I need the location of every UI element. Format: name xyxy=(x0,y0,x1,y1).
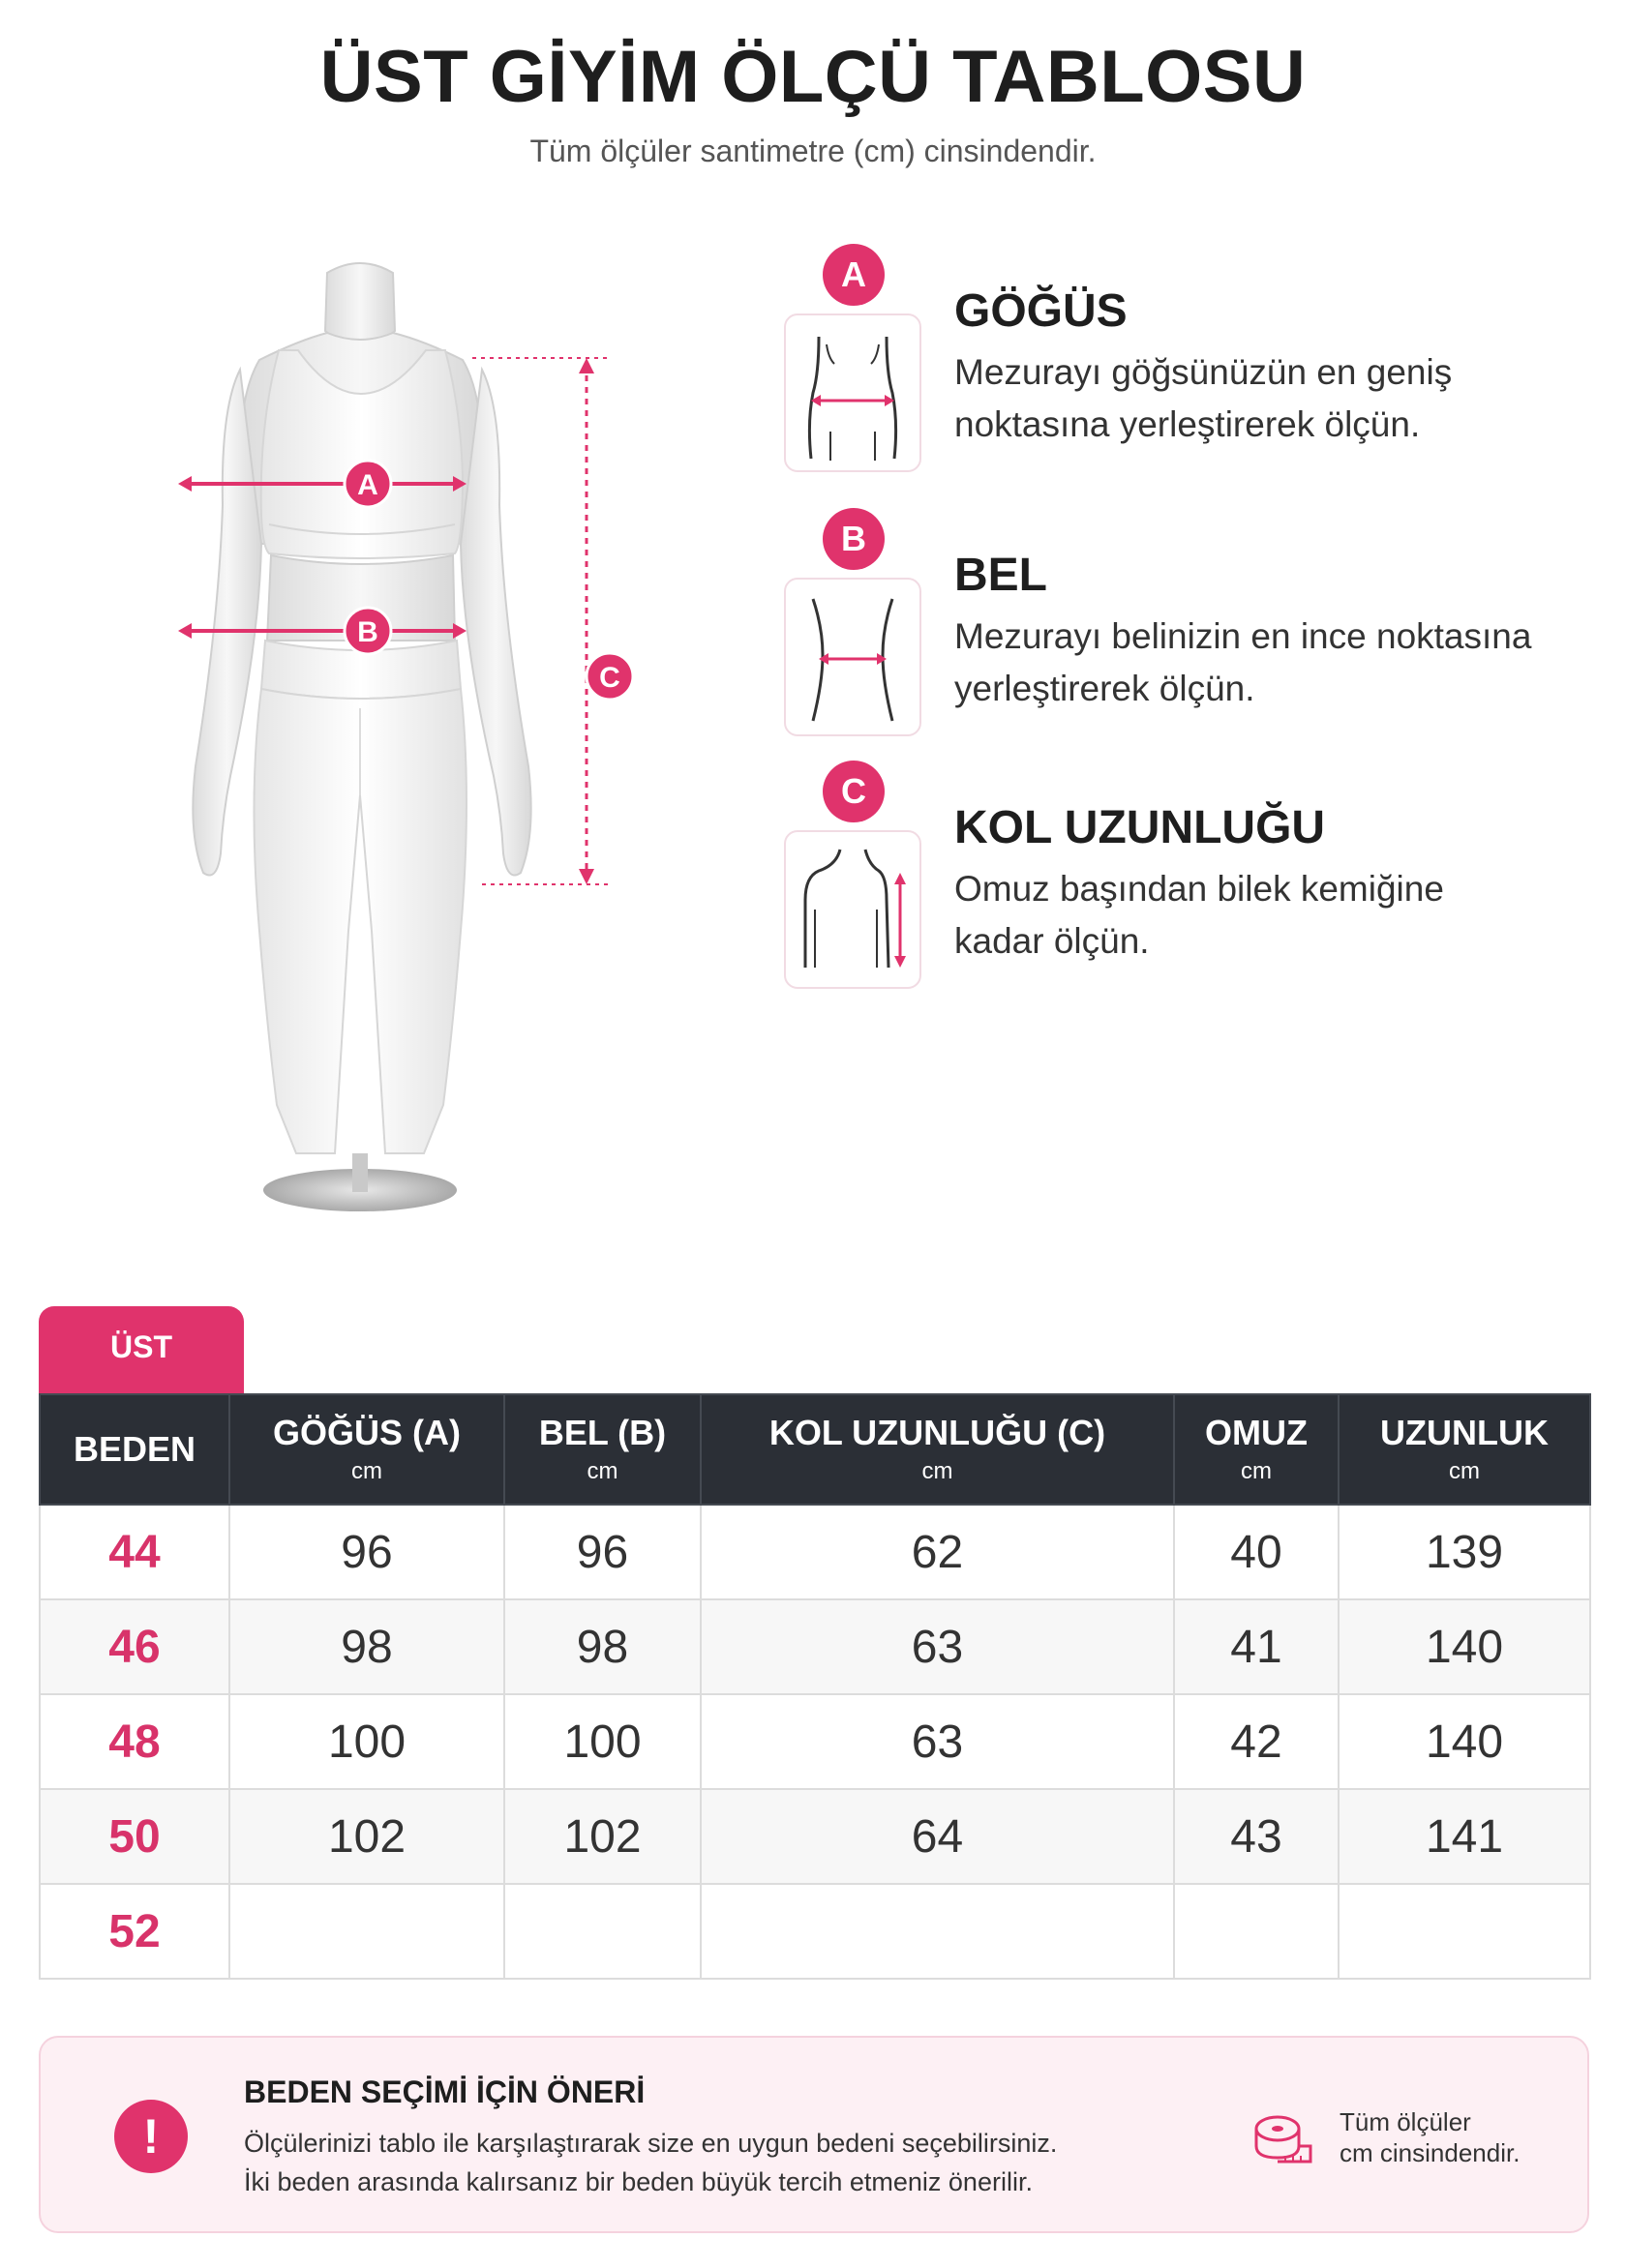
unit-note-line: Tüm ölçüler xyxy=(1340,2107,1471,2136)
table-row xyxy=(40,1884,1590,1979)
arm-cell: 63 xyxy=(701,1599,1174,1694)
chest-cell: 96 xyxy=(229,1505,504,1599)
chest-measure-icon xyxy=(784,313,921,472)
column-header-shoulder xyxy=(1174,1394,1339,1505)
description-line: yerleştirerek ölçün. xyxy=(954,669,1255,708)
waist-cell xyxy=(504,1884,701,1979)
marker-a: A xyxy=(357,469,378,501)
tab-ust[interactable]: ÜST xyxy=(39,1306,244,1395)
table-header-row xyxy=(40,1394,1590,1505)
length-cell: 140 xyxy=(1339,1599,1590,1694)
column-header-length xyxy=(1339,1394,1590,1505)
column-label: GÖĞÜS (A) xyxy=(273,1413,461,1452)
table-row xyxy=(40,1599,1590,1694)
mannequin-figure xyxy=(153,254,647,1226)
arm-cell xyxy=(701,1884,1174,1979)
page-title: ÜST GİYİM ÖLÇÜ TABLOSU xyxy=(319,36,1307,118)
column-unit: cm xyxy=(921,1458,953,1484)
column-unit: cm xyxy=(1241,1458,1272,1484)
shoulder-cell: 41 xyxy=(1174,1599,1339,1694)
table-row xyxy=(40,1694,1590,1789)
description-line: Omuz başından bilek kemiğine xyxy=(954,869,1444,909)
arm-length-measure-icon xyxy=(784,830,921,989)
arm-cell: 63 xyxy=(701,1694,1174,1789)
measurement-description xyxy=(954,611,1612,715)
chest-cell: 102 xyxy=(229,1789,504,1884)
chest-cell: 100 xyxy=(229,1694,504,1789)
measurement-chest xyxy=(784,244,1607,476)
size-advice-box xyxy=(39,2036,1589,2233)
marker-c: C xyxy=(599,662,620,694)
waist-cell: 100 xyxy=(504,1694,701,1789)
waist-cell: 96 xyxy=(504,1505,701,1599)
page-subtitle: Tüm ölçüler santimetre (cm) cinsindendir. xyxy=(529,134,1097,168)
shoulder-cell: 42 xyxy=(1174,1694,1339,1789)
description-line: noktasına yerleştirerek ölçün. xyxy=(954,404,1421,444)
size-cell: 52 xyxy=(40,1884,229,1979)
description-line: Mezurayı belinizin en ince noktasına xyxy=(954,616,1532,656)
column-label: OMUZ xyxy=(1205,1413,1308,1452)
unit-note-line: cm cinsindendir. xyxy=(1340,2138,1521,2167)
column-label: UZUNLUK xyxy=(1380,1413,1549,1452)
marker-b: B xyxy=(357,616,378,648)
measurement-waist xyxy=(784,508,1607,740)
waist-cell: 98 xyxy=(504,1599,701,1694)
size-cell: 50 xyxy=(40,1789,229,1884)
column-header-waist xyxy=(504,1394,701,1505)
waist-cell: 102 xyxy=(504,1789,701,1884)
measurement-title: BEL xyxy=(954,550,1047,601)
exclamation-icon: ! xyxy=(114,2100,188,2173)
badge-a: A xyxy=(823,244,885,306)
table-row xyxy=(40,1789,1590,1884)
table-row xyxy=(40,1505,1590,1599)
column-label: BEDEN xyxy=(73,1429,196,1469)
chest-cell xyxy=(229,1884,504,1979)
column-unit: cm xyxy=(1449,1458,1480,1484)
shoulder-cell xyxy=(1174,1884,1339,1979)
size-cell: 48 xyxy=(40,1694,229,1789)
measurement-description xyxy=(954,346,1612,451)
badge-c: C xyxy=(823,761,885,822)
column-header-size xyxy=(40,1394,229,1505)
length-cell: 141 xyxy=(1339,1789,1590,1884)
measurement-description xyxy=(954,863,1612,968)
length-cell xyxy=(1339,1884,1590,1979)
arm-cell: 62 xyxy=(701,1505,1174,1599)
size-cell: 46 xyxy=(40,1599,229,1694)
column-unit: cm xyxy=(351,1458,382,1484)
measurement-title: GÖĞÜS xyxy=(954,285,1128,337)
advice-title: BEDEN SEÇİMİ İÇİN ÖNERİ xyxy=(244,2074,646,2109)
size-cell: 44 xyxy=(40,1505,229,1599)
column-header-arm-length xyxy=(701,1394,1174,1505)
waist-measure-icon xyxy=(784,578,921,736)
column-header-chest xyxy=(229,1394,504,1505)
column-unit: cm xyxy=(587,1458,618,1484)
description-line: kadar ölçün. xyxy=(954,921,1150,961)
length-cell: 139 xyxy=(1339,1505,1590,1599)
badge-b: B xyxy=(823,508,885,570)
column-label: KOL UZUNLUĞU (C) xyxy=(768,1413,1106,1452)
arm-cell: 64 xyxy=(701,1789,1174,1884)
measurement-title: KOL UZUNLUĞU xyxy=(954,802,1326,853)
measurement-arm-length xyxy=(784,761,1607,993)
shoulder-cell: 43 xyxy=(1174,1789,1339,1884)
advice-line: İki beden arasında kalırsanız bir beden büyük tercih etmeniz önerilir. xyxy=(244,2167,1033,2196)
column-label: BEL (B) xyxy=(538,1413,667,1452)
chest-cell: 98 xyxy=(229,1599,504,1694)
shoulder-cell: 40 xyxy=(1174,1505,1339,1599)
description-line: Mezurayı göğsünüzün en geniş xyxy=(954,352,1453,392)
length-cell: 140 xyxy=(1339,1694,1590,1789)
advice-line: Ölçülerinizi tablo ile karşılaştırarak size en uygun bedeni seçebilirsiniz. xyxy=(244,2129,1058,2158)
measuring-tape-icon xyxy=(1252,2111,1312,2165)
size-table xyxy=(39,1393,1591,1980)
